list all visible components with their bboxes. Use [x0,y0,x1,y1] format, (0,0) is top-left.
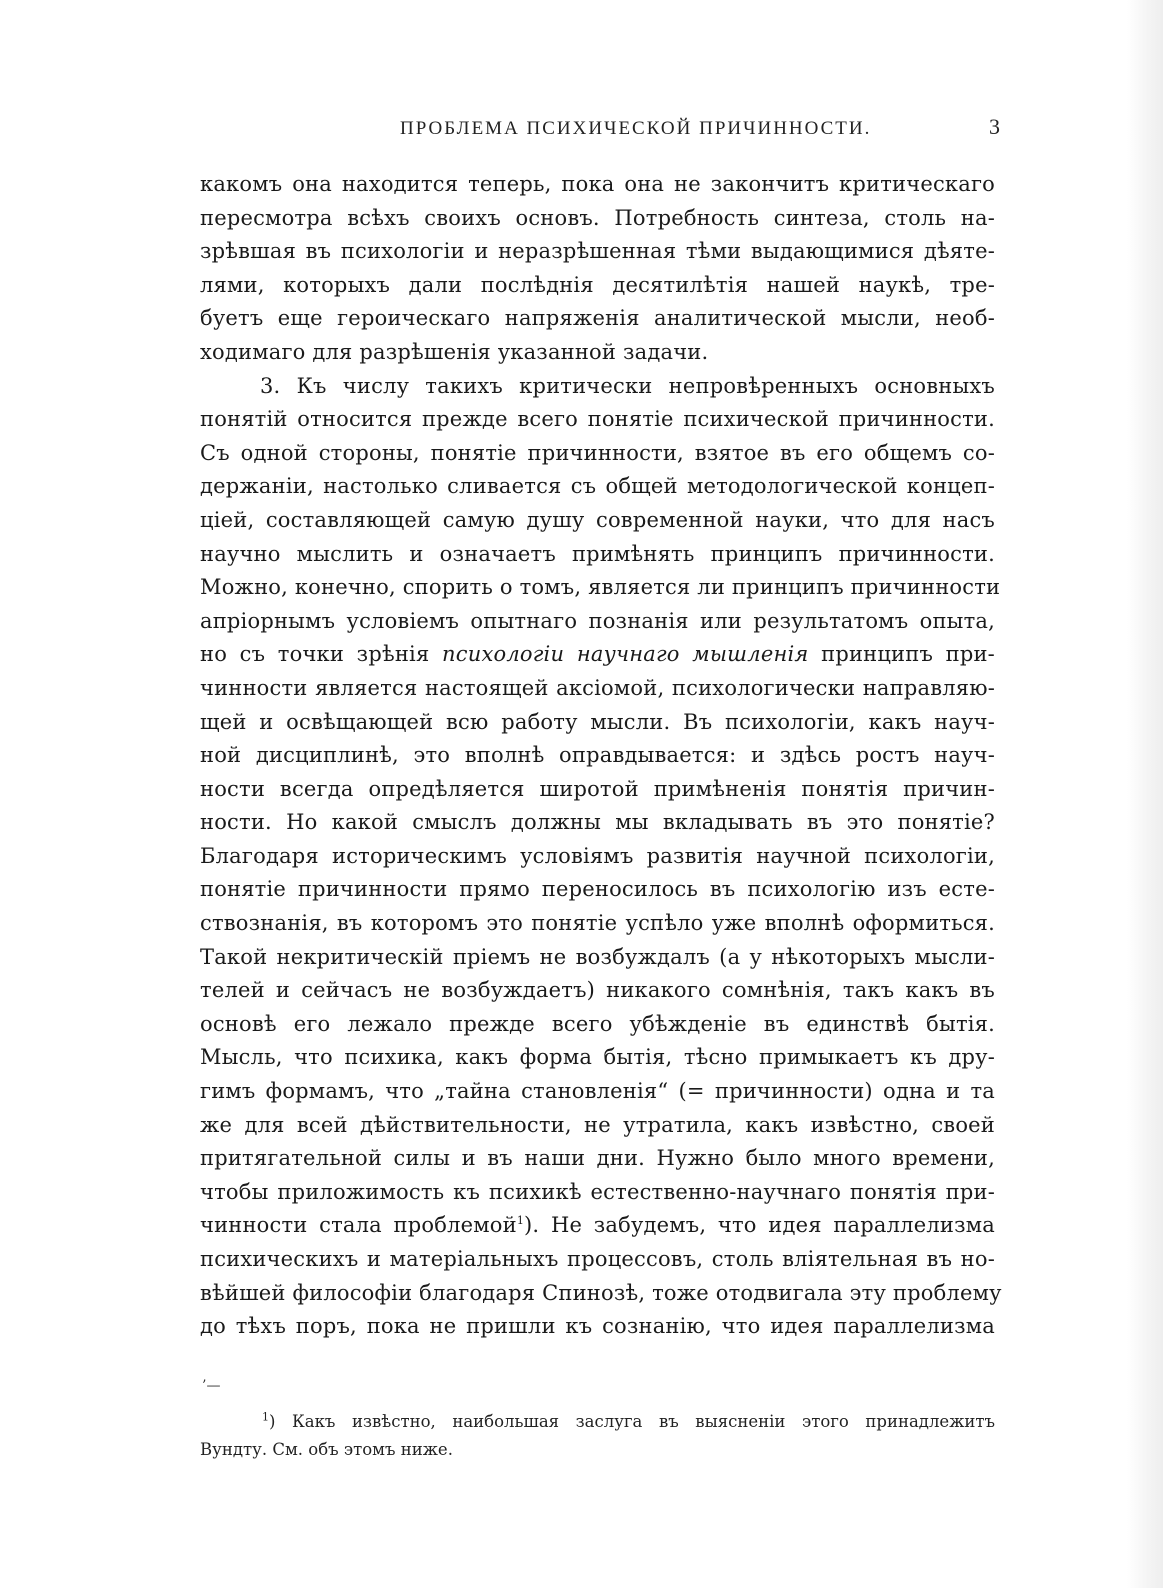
text-line: пересмотра всѣхъ своихъ основъ. Потребность синтеза, столь на- [200,205,995,230]
text-line: ности всегда опредѣляется широтой примѣненія понятія причин- [200,776,995,801]
text-line: зрѣвшая въ психологіи и неразрѣшенная тѣми выдающимися дѣяте- [200,239,995,264]
text-line: чинности является настоящей аксіомой, психологически направляю- [200,675,995,700]
text-line: чтобы приложимость къ психикѣ естественно-научнаго понятія при- [200,1179,995,1204]
footnote-reference[interactable]: 1 [516,1214,525,1228]
footnote-line [200,1408,995,1436]
text-fragment: чинности стала проблемой [200,1213,517,1238]
text-line: психическихъ и матеріальныхъ процессовъ, столь вліятельная въ но- [200,1247,995,1271]
text-line: Мысль, что психика, какъ форма бытія, тѣсно примыкаетъ къ дру- [200,1045,995,1070]
text-line: Можно, конечно, спорить о томъ, является ли принципъ причинности [200,575,1001,600]
text-line: лями, которыхъ дали послѣднія десятилѣтія нашей наукѣ, тре- [200,272,995,297]
text-line: гимъ формамъ, что „тайна становленія“ (= причинности) одна и та [200,1079,995,1104]
footnote [200,1408,995,1464]
scan-edge-shadow [1127,0,1163,1588]
text-line-with-footnote-ref [200,1209,995,1243]
text-line: буетъ еще героическаго напряженія аналитической мысли, необ- [200,306,995,331]
text-fragment: ). Не забудемъ, что идея параллелизма [524,1213,995,1238]
text-fragment: принципъ при- [821,642,995,667]
text-line: ной дисциплинѣ, это вполнѣ оправдывается: и здѣсь ростъ науч- [200,743,995,768]
body-text [200,168,1002,1344]
text-line: Благодаря историческимъ условіямъ развитія научной психологіи, [200,843,995,868]
text-line: щей и освѣщающей всю работу мысли. Въ психологіи, какъ науч- [200,709,995,734]
text-line: телей и сейчасъ не возбуждаетъ) никакого сомнѣнія, такъ какъ въ [200,978,995,1003]
text-line: ствознанія, въ которомъ это понятіе успѣло уже вполнѣ оформиться. [200,911,995,936]
text-line: держаніи, настолько сливается съ общей методологической концеп- [200,474,995,499]
text-line: понятіе причинности прямо переносилось въ психологію изъ есте- [200,877,995,902]
running-title: ПРОБЛЕМА ПСИХИЧЕСКОЙ ПРИЧИННОСТИ. [400,118,872,139]
text-line: понятій относится прежде всего понятіе психической причинности. [200,407,995,432]
text-fragment: но съ точки зрѣнія [200,642,430,667]
text-line: научно мыслить и означаетъ примѣнять принципъ причинности. [200,541,995,566]
footnote-marker: 1 [262,1410,269,1424]
text-line: ціей, составляющей самую душу современной науки, что для насъ [200,507,995,532]
text-line: ходимаго для разрѣшенія указанной задачи. [200,339,709,364]
text-line: Такой некритическій пріемъ не возбуждалъ (а у нѣкоторыхъ мысли- [200,944,995,969]
text-line: ности. Но какой смыслъ должны мы вкладывать въ это понятіе? [200,810,995,835]
text-line: же для всей дѣйствительности, не утратила, какъ извѣстно, своей [200,1112,995,1137]
text-line: притягательной силы и въ наши дни. Нужно было много времени, [200,1146,995,1171]
text-line: какомъ она находится теперь, пока она не закончитъ критическаго [200,172,995,196]
page-number: 3 [989,114,1000,139]
text-line: основѣ его лежало прежде всего убѣжденіе въ единствѣ бытія. [200,1011,995,1036]
footnote-rule-mark: ’— [202,1378,221,1394]
footnote-text: ) Какъ извѣстно, наибольшая заслуга въ выясненіи этого принадлежитъ [269,1412,995,1431]
text-line: до тѣхъ поръ, пока не пришли къ сознанію, что идея параллелизма [200,1314,995,1339]
italic-phrase: психологіи научнаго мышленія [442,642,809,667]
text-line: апріорнымъ условіемъ опытнаго познанія или результатомъ опыта, [200,608,995,633]
footnote-line: Вундту. См. объ этомъ ниже. [200,1440,453,1459]
text-line: 3. Къ числу такихъ критически непровѣренныхъ основныхъ [260,373,995,398]
text-line: вѣйшей философіи благодаря Спинозѣ, тоже отодвигала эту проблему [200,1280,1002,1305]
text-line: Съ одной стороны, понятіе причинности, взятое въ его общемъ со- [200,440,995,465]
text-line-with-italic [200,638,995,672]
running-head [200,114,1000,148]
